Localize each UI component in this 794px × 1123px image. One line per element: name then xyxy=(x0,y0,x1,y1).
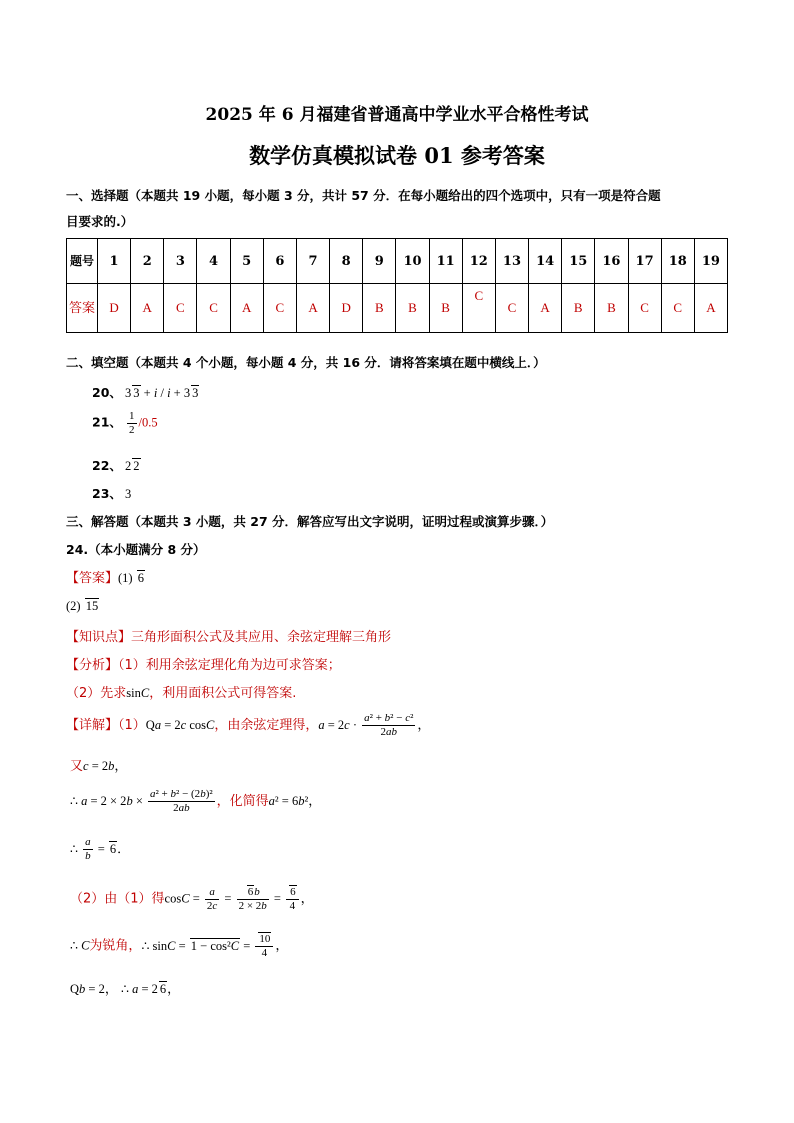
answer-cell: A xyxy=(296,284,329,333)
question-number-cell: 1 xyxy=(98,239,131,284)
item-answer: 3 3 + i / i + 3 3 xyxy=(125,386,199,400)
analysis-line2: （2）先求sinC，利用面积公式可得答案. xyxy=(66,686,297,701)
question-number-cell: 3 xyxy=(164,239,197,284)
section1-heading-line2: 目要求的.） xyxy=(66,214,134,229)
item-answer: 3 xyxy=(125,487,132,501)
question-number-cell: 6 xyxy=(263,239,296,284)
item-number: 21、 xyxy=(92,414,122,430)
fraction: $\frac{1}{2}$ xyxy=(129,410,135,436)
answer-cell: B xyxy=(595,284,628,333)
answer-row xyxy=(67,284,728,333)
answer-cell: A xyxy=(694,284,727,333)
section3-heading: 三、解答题（本题共 3 小题，共 27 分．解答应写出文字说明，证明过程或演算步骤．） xyxy=(66,514,554,529)
answer-cell: C xyxy=(661,284,694,333)
answer-line xyxy=(66,567,145,586)
detail-line2: 又c = 2b， xyxy=(70,759,128,774)
item-number: 22、 xyxy=(92,458,122,473)
fill-item-22 xyxy=(92,456,141,474)
question-number-cell: 11 xyxy=(429,239,462,284)
answer-cell: C xyxy=(164,284,197,333)
answer-cell: C xyxy=(462,284,495,333)
row-label-answer: 答案 xyxy=(67,284,98,333)
question-number-cell: 14 xyxy=(529,239,562,284)
fill-item-21 xyxy=(92,410,158,437)
question-number-cell: 13 xyxy=(495,239,528,284)
section2-heading: 二、填空题（本题共 4 个小题，每小题 4 分，共 16 分．请将答案填在题中横线上．） xyxy=(66,355,546,370)
section1-heading-line1: 一、选择题（本题共 19 小题，每小题 3 分，共计 57 分．在每小题给出的四个选项中，只有一项是符合题 xyxy=(66,188,661,203)
alt-answer: /0.5 xyxy=(138,415,158,430)
detail-tag: 【详解】 xyxy=(66,718,119,733)
q24-title: 24.（本小题满分 8 分） xyxy=(66,542,206,557)
question-number-cell: 9 xyxy=(363,239,396,284)
answer-cell: A xyxy=(131,284,164,333)
item-number: 23、 xyxy=(92,486,122,501)
answer-cell: C xyxy=(197,284,230,333)
answer-cell: B xyxy=(562,284,595,333)
question-number-cell: 16 xyxy=(595,239,628,284)
document-subtitle: 数学仿真模拟试卷 01 参考答案 xyxy=(249,143,545,168)
answer-part1: (1) 6 xyxy=(118,571,144,585)
question-number-cell: 7 xyxy=(296,239,329,284)
answer-cell: D xyxy=(330,284,363,333)
question-number-cell: 2 xyxy=(131,239,164,284)
answer-cell: B xyxy=(363,284,396,333)
answer-cell: B xyxy=(429,284,462,333)
question-number-cell: 18 xyxy=(661,239,694,284)
detail-line6: ∴ C为锐角，∴ sinC = 1 − cos²C = $\frac{10}{4}$ ， xyxy=(70,933,289,959)
answer-cell: A xyxy=(529,284,562,333)
item-number: 20、 xyxy=(92,385,122,400)
knowledge-line xyxy=(66,626,391,645)
answer-table xyxy=(66,238,728,333)
answer-cell: B xyxy=(396,284,429,333)
question-number-cell: 5 xyxy=(230,239,263,284)
answer-cell: A xyxy=(230,284,263,333)
document-title: 2025 年 6 月福建省普通高中学业水平合格性考试 xyxy=(205,105,589,125)
question-number-cell: 4 xyxy=(197,239,230,284)
answer-part2-line xyxy=(66,598,99,614)
question-number-cell: 12 xyxy=(462,239,495,284)
knowledge-text: 三角形面积公式及其应用、余弦定理解三角形 xyxy=(131,630,392,645)
detail-line1: 【详解】（1）Qa = 2c cosC，由余弦定理得，a = 2c · $\frac{\text{a² + b² − c²}}{2ab}$ ， xyxy=(66,712,431,738)
fill-item-20 xyxy=(92,383,199,401)
detail-line7: Qb = 2， ∴ a = 2 6， xyxy=(70,982,181,997)
question-number-cell: 10 xyxy=(396,239,429,284)
answer-cell: C xyxy=(628,284,661,333)
fill-item-23 xyxy=(92,484,131,502)
question-number-cell: 15 xyxy=(562,239,595,284)
question-number-cell: 8 xyxy=(330,239,363,284)
row-label-question: 题号 xyxy=(67,239,98,284)
question-number-row xyxy=(67,239,728,284)
answer-cell: C xyxy=(263,284,296,333)
analysis-text1: （1）利用余弦定理化角为边可求答案； xyxy=(118,658,341,673)
answer-cell: C xyxy=(495,284,528,333)
analysis-line1 xyxy=(66,654,341,673)
question-number-cell: 17 xyxy=(628,239,661,284)
answer-cell: D xyxy=(98,284,131,333)
item-answer: 2 2 xyxy=(125,459,140,473)
detail-line3: ∴ a = 2 × 2b × $\frac{\text{a² + b² − (2b)²}}{2ab}$ ，化简得a² = 6b²， xyxy=(70,788,322,814)
answer-tag: 【答案】 xyxy=(66,571,119,586)
analysis-tag: 【分析】 xyxy=(66,658,119,673)
detail-line5: （2）由（1）得cosC = $\frac{a}{2c}$ = $\frac{6b}{2 \times 2b}$ = $\frac{6}{4}$ ， xyxy=(70,885,314,912)
question-number-cell: 19 xyxy=(694,239,727,284)
answer-part2: (2) 15 xyxy=(66,599,99,613)
knowledge-tag: 【知识点】 xyxy=(66,630,132,645)
detail-line4: ∴ $\frac{a}{b}$ = 6． xyxy=(70,836,131,862)
